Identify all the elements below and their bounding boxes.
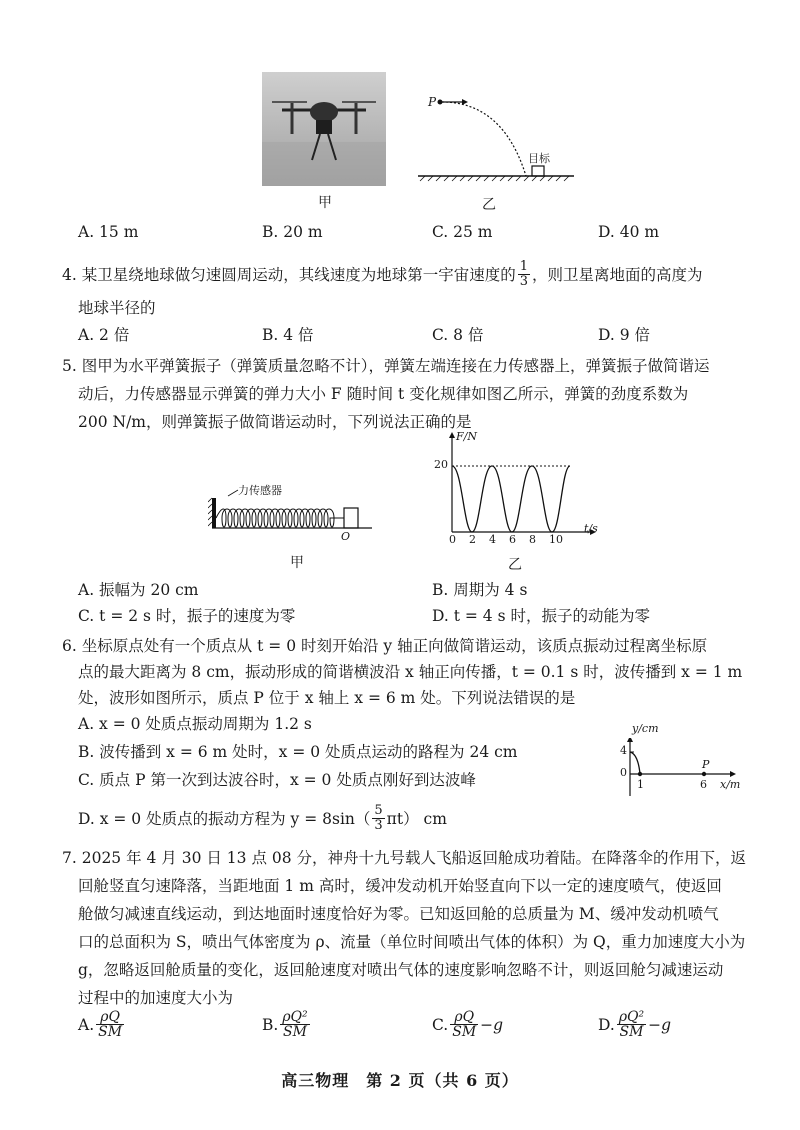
q4-fraction-den: 3 — [519, 274, 528, 289]
projectile-diagram — [418, 88, 574, 188]
graph-x-tick-10: 10 — [549, 533, 563, 546]
q3-option-b[interactable]: B. 20 m — [262, 223, 323, 241]
q5-option-d[interactable]: D. t = 4 s 时，振子的动能为零 — [432, 607, 650, 625]
q7-option-d-letter: D. — [598, 1015, 615, 1034]
wave-p-label: P — [702, 758, 710, 771]
q5-stem-line2: 动后，力传感器显示弹簧的弹力大小 F 随时间 t 变化规律如图乙所示，弹簧的劲度系数为 — [78, 385, 689, 403]
q6-option-d-fraction — [372, 804, 384, 833]
q4-option-c[interactable]: C. 8 倍 — [432, 326, 484, 344]
o-label: O — [341, 530, 351, 543]
q7-option-c-fraction — [450, 1010, 478, 1039]
q5-option-b[interactable]: B. 周期为 4 s — [432, 581, 528, 599]
q6-option-d[interactable] — [78, 804, 447, 833]
q6-stem-line1: 6. 坐标原点处有一个质点从 t = 0 时刻开始沿 y 轴正向做简谐运动，该质点振动过程离坐标原 — [62, 637, 708, 655]
q5-fig-right-label: 乙 — [508, 557, 522, 573]
fig-top-right-label: 乙 — [482, 197, 496, 213]
q7-option-c[interactable] — [432, 1010, 503, 1039]
spring-oscillator-diagram — [208, 488, 376, 536]
q6-stem-line2: 点的最大距离为 8 cm，振动形成的简谐横波沿 x 轴正向传播，t = 0.1 s 时，波传播到 x = 1 m — [78, 663, 743, 681]
q7-option-d-suffix: −g — [648, 1015, 672, 1034]
graph-y-label: F/N — [456, 430, 477, 443]
q4-stem-line2: 地球半径的 — [78, 299, 156, 317]
q7-option-b-num: ρQ² — [282, 1009, 308, 1025]
drone-icon — [262, 72, 386, 186]
page-footer: 高三物理 第 2 页（共 6 页） — [281, 1071, 519, 1090]
wave-x-tick-1: 1 — [637, 778, 644, 791]
graph-y-tick-20: 20 — [434, 458, 448, 471]
force-curve — [452, 466, 570, 532]
wall-hatch — [208, 498, 212, 526]
label-target: 目标 — [528, 152, 550, 165]
wave-y-label: y/cm — [632, 722, 659, 735]
oscillator-block — [344, 508, 358, 528]
drone-photo — [262, 72, 386, 186]
q4-fraction-num: 1 — [519, 259, 528, 274]
q5-stem-line1: 5. 图甲为水平弹簧振子（弹簧质量忽略不计），弹簧左端连接在力传感器上，弹簧振子做简谐运 — [62, 357, 710, 375]
q5-stem-line3: 200 N/m，则弹簧振子做简谐运动时，下列说法正确的是 — [78, 413, 472, 431]
q6-option-a[interactable]: A. x = 0 处质点振动周期为 1.2 s — [78, 715, 312, 733]
q7-option-d-num: ρQ² — [618, 1009, 645, 1025]
q7-option-c-den: SM — [452, 1024, 477, 1040]
q7-option-c-suffix: −g — [480, 1015, 504, 1034]
graph-x-tick-0: 0 — [449, 533, 456, 546]
graph-x-tick-4: 4 — [489, 533, 496, 546]
q7-option-a-letter: A. — [78, 1015, 95, 1034]
wall-sensor — [212, 498, 216, 528]
sensor-label: 力传感器 — [238, 484, 282, 497]
q3-option-a[interactable]: A. 15 m — [78, 223, 139, 241]
q7-option-c-letter: C. — [432, 1015, 449, 1034]
target-box — [532, 166, 544, 176]
graph-x-label: t/s — [584, 522, 598, 535]
q3-option-d[interactable]: D. 40 m — [598, 223, 660, 241]
q7-stem-line6: 过程中的加速度大小为 — [78, 989, 234, 1007]
q5-option-c[interactable]: C. t = 2 s 时，振子的速度为零 — [78, 607, 296, 625]
q6-option-c[interactable]: C. 质点 P 第一次到达波谷时，x = 0 处质点刚好到达波峰 — [78, 771, 476, 789]
q7-stem-line2: 回舱竖直匀速降落，当距地面 1 m 高时，缓冲发动机开始竖直向下以一定的速度喷气，使返回 — [78, 877, 722, 895]
q7-option-b[interactable] — [262, 1010, 312, 1039]
q6-option-d-den: 3 — [374, 818, 383, 833]
q7-option-c-num: ρQ — [450, 1010, 478, 1025]
q4-stem-part-a: 4. 某卫星绕地球做匀速圆周运动，其线速度为地球第一宇宙速度的 — [62, 265, 516, 284]
q7-option-b-den: SM — [283, 1024, 307, 1040]
fig-top-left-label: 甲 — [318, 195, 332, 211]
wave-x-label: x/m — [720, 778, 741, 791]
q4-stem-part-b: ，则卫星离地面的高度为 — [532, 265, 703, 284]
q6-option-d-part-a: D. x = 0 处质点的振动方程为 y = 8sin（ — [78, 809, 371, 828]
wave-front-point — [638, 772, 642, 776]
wave-y-tick-4: 4 — [620, 744, 627, 757]
trajectory-curve — [442, 102, 526, 176]
q7-option-a-num: ρQ — [96, 1010, 124, 1025]
point-p-marker — [702, 772, 706, 776]
force-time-graph — [420, 432, 596, 550]
q6-option-d-part-b: πt） cm — [386, 809, 447, 828]
q4-option-b[interactable]: B. 4 倍 — [262, 326, 314, 344]
q7-stem-line5: g，忽略返回舱质量的变化，返回舱速度对喷出气体的速度影响忽略不计，则返回舱匀减速运动 — [78, 961, 724, 979]
waveform-curve — [630, 752, 640, 774]
q4-fraction — [518, 260, 530, 289]
q7-option-d[interactable] — [598, 1010, 671, 1039]
q7-option-b-fraction — [280, 1010, 309, 1039]
label-p: P — [428, 95, 437, 109]
q7-stem-line4: 口的总面积为 S，喷出气体密度为 ρ、流量（单位时间喷出气体的体积）为 Q，重力加速度大小为 — [78, 933, 746, 951]
y-axis-arrow-icon — [449, 432, 455, 438]
q4-option-a[interactable]: A. 2 倍 — [78, 326, 130, 344]
wave-x-arrow-icon — [730, 771, 736, 777]
point-p — [438, 100, 443, 105]
sensor-pointer — [228, 490, 238, 496]
wave-x-tick-6: 6 — [700, 778, 707, 791]
q3-option-c[interactable]: C. 25 m — [432, 223, 493, 241]
graph-x-tick-8: 8 — [529, 533, 536, 546]
q7-option-a-den: SM — [98, 1024, 123, 1040]
q6-option-d-num: 5 — [374, 803, 383, 818]
q4-option-d[interactable]: D. 9 倍 — [598, 326, 651, 344]
q7-option-b-letter: B. — [262, 1015, 279, 1034]
q7-option-a-fraction — [96, 1010, 124, 1039]
q7-stem-line3: 舱做匀减速直线运动，到达地面时速度恰好为零。已知返回舱的总质量为 M、缓冲发动机喷气 — [78, 905, 719, 923]
graph-x-tick-6: 6 — [509, 533, 516, 546]
q7-stem-line1: 7. 2025 年 4 月 30 日 13 点 08 分，神舟十九号载人飞船返回舱成功着陆。在降落伞的作用下，返 — [62, 849, 747, 867]
graph-x-tick-2: 2 — [469, 533, 476, 546]
q7-option-d-fraction — [617, 1010, 646, 1039]
q6-option-b[interactable]: B. 波传播到 x = 6 m 处时，x = 0 处质点运动的路程为 24 cm — [78, 743, 518, 761]
q5-fig-left-label: 甲 — [290, 555, 304, 571]
q7-option-d-den: SM — [619, 1024, 644, 1040]
q7-option-a[interactable] — [78, 1010, 126, 1039]
wave-origin: 0 — [620, 766, 627, 779]
wave-y-arrow-icon — [627, 738, 633, 742]
q5-option-a[interactable]: A. 振幅为 20 cm — [78, 581, 199, 599]
q4-stem-line1 — [62, 260, 703, 289]
q6-stem-line3: 处，波形如图所示，质点 P 位于 x 轴上 x = 6 m 处。下列说法错误的是 — [78, 689, 576, 707]
spring-coil — [216, 509, 344, 527]
